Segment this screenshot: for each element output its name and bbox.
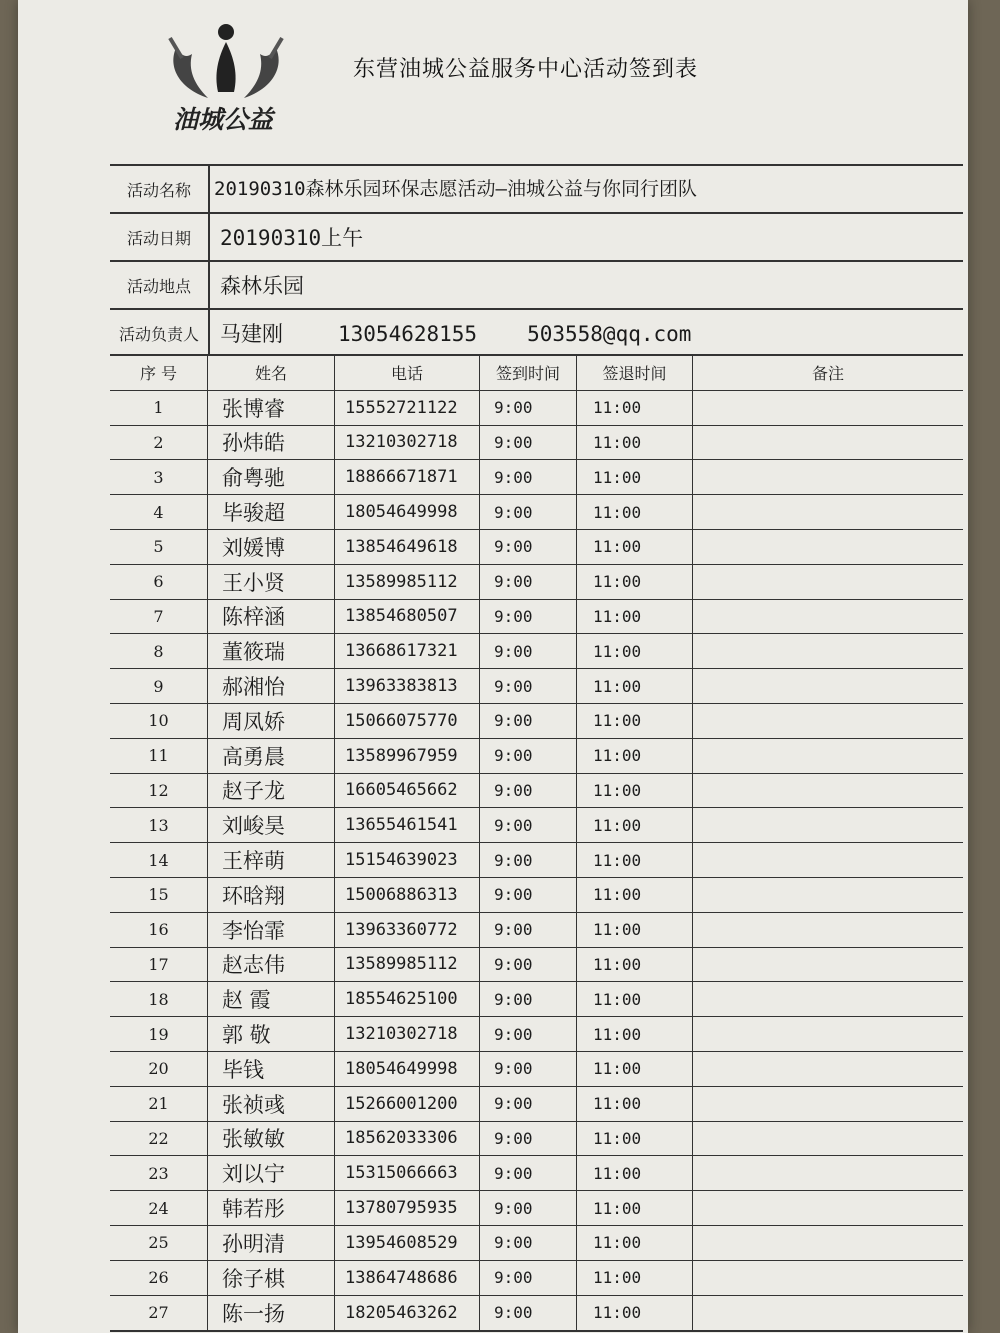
table-row [110, 704, 963, 739]
page-title: 东营油城公益服务中心活动签到表 [353, 57, 699, 82]
row-sign-out-time: 11:00 [577, 1156, 693, 1190]
row-note [693, 391, 963, 425]
row-sign-in-time: 9:00 [480, 669, 577, 703]
activity-name-value: 20190310森林乐园环保志愿活动—油城公益与你同行团队 [214, 178, 697, 200]
row-sign-in-time: 9:00 [480, 530, 577, 564]
row-no: 5 [110, 530, 208, 564]
activity-date-value: 20190310上午 [220, 226, 364, 250]
row-note [693, 426, 963, 460]
row-sign-out-time: 11:00 [577, 774, 693, 808]
row-note [693, 1052, 963, 1086]
row-no: 1 [110, 391, 208, 425]
row-note [693, 634, 963, 668]
row-sign-out-time: 11:00 [577, 669, 693, 703]
table-row [110, 495, 963, 530]
row-sign-out-time: 11:00 [577, 1261, 693, 1295]
row-no: 16 [110, 913, 208, 947]
row-note [693, 982, 963, 1016]
row-name: 陈一扬 [208, 1296, 335, 1331]
row-note [693, 1087, 963, 1121]
organization-logo [148, 18, 298, 136]
row-note [693, 913, 963, 947]
row-sign-out-time: 11:00 [577, 565, 693, 599]
row-name: 陈梓涵 [208, 600, 335, 634]
table-row [110, 1156, 963, 1191]
row-sign-in-time: 9:00 [480, 426, 577, 460]
row-sign-in-time: 9:00 [480, 391, 577, 425]
row-sign-out-time: 11:00 [577, 426, 693, 460]
row-sign-in-time: 9:00 [480, 1156, 577, 1190]
row-phone: 18205463262 [335, 1296, 480, 1331]
table-row [110, 634, 963, 669]
row-name: 张敏敏 [208, 1122, 335, 1156]
activity-leader-label: 活动负责人 [110, 310, 210, 356]
row-phone: 13780795935 [335, 1191, 480, 1225]
row-no: 9 [110, 669, 208, 703]
row-name: 周凤娇 [208, 704, 335, 738]
header-phone: 电话 [335, 356, 480, 390]
row-note [693, 774, 963, 808]
row-no: 3 [110, 460, 208, 494]
row-note [693, 1156, 963, 1190]
row-sign-in-time: 9:00 [480, 808, 577, 842]
row-no: 21 [110, 1087, 208, 1121]
activity-place-value: 森林乐园 [220, 274, 304, 298]
row-phone: 15552721122 [335, 391, 480, 425]
table-row [110, 1017, 963, 1052]
row-note [693, 1122, 963, 1156]
row-note [693, 843, 963, 877]
row-sign-in-time: 9:00 [480, 948, 577, 982]
table-row [110, 1052, 963, 1087]
row-sign-out-time: 11:00 [577, 600, 693, 634]
row-sign-in-time: 9:00 [480, 843, 577, 877]
table-row [110, 878, 963, 913]
row-phone: 15066075770 [335, 704, 480, 738]
row-no: 7 [110, 600, 208, 634]
activity-name-row [110, 164, 963, 212]
activity-place-row [110, 260, 963, 308]
row-name: 刘以宁 [208, 1156, 335, 1190]
table-row [110, 426, 963, 461]
row-phone: 13954608529 [335, 1226, 480, 1260]
activity-date-label: 活动日期 [110, 214, 210, 260]
table-row [110, 1122, 963, 1157]
row-sign-out-time: 11:00 [577, 808, 693, 842]
row-name: 毕钱 [208, 1052, 335, 1086]
attendance-table [110, 354, 963, 1332]
row-sign-in-time: 9:00 [480, 982, 577, 1016]
row-sign-out-time: 11:00 [577, 1122, 693, 1156]
row-note [693, 948, 963, 982]
row-phone: 13655461541 [335, 808, 480, 842]
row-note [693, 1017, 963, 1051]
row-sign-out-time: 11:00 [577, 739, 693, 773]
table-header [110, 356, 963, 391]
row-phone: 16605465662 [335, 774, 480, 808]
row-sign-out-time: 11:00 [577, 391, 693, 425]
row-no: 24 [110, 1191, 208, 1225]
row-sign-out-time: 11:00 [577, 1191, 693, 1225]
row-name: 徐子棋 [208, 1261, 335, 1295]
leader-phone: 13054628155 [338, 322, 478, 346]
row-note [693, 1226, 963, 1260]
row-phone: 15315066663 [335, 1156, 480, 1190]
row-phone: 13589985112 [335, 948, 480, 982]
header-sign-out: 签退时间 [577, 356, 693, 390]
row-name: 赵 霞 [208, 982, 335, 1016]
row-phone: 13668617321 [335, 634, 480, 668]
row-sign-in-time: 9:00 [480, 1191, 577, 1225]
row-name: 赵子龙 [208, 774, 335, 808]
header-sign-in: 签到时间 [480, 356, 577, 390]
table-row [110, 1191, 963, 1226]
table-row [110, 600, 963, 635]
row-phone: 13589985112 [335, 565, 480, 599]
row-note [693, 739, 963, 773]
row-phone: 18054649998 [335, 495, 480, 529]
row-sign-in-time: 9:00 [480, 1017, 577, 1051]
row-no: 12 [110, 774, 208, 808]
row-sign-out-time: 11:00 [577, 843, 693, 877]
row-phone: 18054649998 [335, 1052, 480, 1086]
row-note [693, 669, 963, 703]
table-row [110, 530, 963, 565]
row-name: 董筱瑞 [208, 634, 335, 668]
row-sign-in-time: 9:00 [480, 1226, 577, 1260]
row-phone: 18562033306 [335, 1122, 480, 1156]
table-row [110, 1087, 963, 1122]
row-no: 13 [110, 808, 208, 842]
row-no: 17 [110, 948, 208, 982]
table-row [110, 739, 963, 774]
table-row [110, 669, 963, 704]
row-sign-in-time: 9:00 [480, 1087, 577, 1121]
row-sign-in-time: 9:00 [480, 495, 577, 529]
row-name: 孙明清 [208, 1226, 335, 1260]
row-no: 10 [110, 704, 208, 738]
row-no: 19 [110, 1017, 208, 1051]
row-name: 刘媛博 [208, 530, 335, 564]
row-name: 赵志伟 [208, 948, 335, 982]
row-name: 韩若彤 [208, 1191, 335, 1225]
sign-in-sheet-paper [18, 0, 968, 1333]
row-sign-in-time: 9:00 [480, 913, 577, 947]
activity-leader-row [110, 308, 963, 356]
sign-in-form [110, 164, 963, 1324]
leader-email: 503558@qq.com [527, 322, 692, 346]
row-note [693, 1261, 963, 1295]
row-sign-in-time: 9:00 [480, 634, 577, 668]
row-phone: 13589967959 [335, 739, 480, 773]
row-note [693, 565, 963, 599]
row-sign-in-time: 9:00 [480, 565, 577, 599]
row-no: 15 [110, 878, 208, 912]
row-no: 6 [110, 565, 208, 599]
row-sign-out-time: 11:00 [577, 530, 693, 564]
row-sign-out-time: 11:00 [577, 704, 693, 738]
row-no: 22 [110, 1122, 208, 1156]
row-sign-in-time: 9:00 [480, 1261, 577, 1295]
row-sign-out-time: 11:00 [577, 1296, 693, 1331]
row-phone: 13864748686 [335, 1261, 480, 1295]
row-name: 郝湘怡 [208, 669, 335, 703]
row-sign-out-time: 11:00 [577, 460, 693, 494]
table-row [110, 1296, 963, 1331]
row-note [693, 1296, 963, 1331]
header-note: 备注 [811, 364, 844, 384]
row-note [693, 808, 963, 842]
row-phone: 13854649618 [335, 530, 480, 564]
row-note [693, 530, 963, 564]
row-name: 环晗翔 [208, 878, 335, 912]
row-name: 王小贤 [208, 565, 335, 599]
row-sign-in-time: 9:00 [480, 1052, 577, 1086]
table-row [110, 1226, 963, 1261]
activity-date-row [110, 212, 963, 260]
row-note [693, 878, 963, 912]
row-name: 刘峻昊 [208, 808, 335, 842]
row-sign-out-time: 11:00 [577, 1226, 693, 1260]
row-no: 8 [110, 634, 208, 668]
activity-name-label: 活动名称 [110, 166, 210, 212]
row-sign-out-time: 11:00 [577, 1052, 693, 1086]
logo-text: 油城公益 [172, 105, 273, 134]
table-row [110, 808, 963, 843]
row-phone: 15154639023 [335, 843, 480, 877]
row-sign-out-time: 11:00 [577, 1087, 693, 1121]
row-sign-in-time: 9:00 [480, 878, 577, 912]
row-phone: 15266001200 [335, 1087, 480, 1121]
row-phone: 13210302718 [335, 1017, 480, 1051]
row-phone: 13854680507 [335, 600, 480, 634]
row-note [693, 460, 963, 494]
row-sign-in-time: 9:00 [480, 1122, 577, 1156]
row-name: 俞粤驰 [208, 460, 335, 494]
row-phone: 13963360772 [335, 913, 480, 947]
row-phone: 15006886313 [335, 878, 480, 912]
row-sign-in-time: 9:00 [480, 1296, 577, 1331]
table-row [110, 982, 963, 1017]
row-sign-out-time: 11:00 [577, 634, 693, 668]
row-note [693, 600, 963, 634]
hands-holding-figure-icon [148, 18, 298, 108]
table-row [110, 1261, 963, 1296]
row-sign-in-time: 9:00 [480, 704, 577, 738]
row-no: 27 [110, 1296, 208, 1331]
row-name: 郭 敬 [208, 1017, 335, 1051]
row-no: 18 [110, 982, 208, 1016]
row-no: 25 [110, 1226, 208, 1260]
row-name: 张祯彧 [208, 1087, 335, 1121]
row-name: 李怡霏 [208, 913, 335, 947]
activity-place-label: 活动地点 [110, 262, 210, 308]
row-sign-out-time: 11:00 [577, 948, 693, 982]
row-phone: 13210302718 [335, 426, 480, 460]
row-name: 毕骏超 [208, 495, 335, 529]
row-sign-in-time: 9:00 [480, 774, 577, 808]
row-sign-out-time: 11:00 [577, 1017, 693, 1051]
row-phone: 18866671871 [335, 460, 480, 494]
row-note [693, 704, 963, 738]
row-sign-in-time: 9:00 [480, 739, 577, 773]
table-row [110, 565, 963, 600]
row-no: 4 [110, 495, 208, 529]
header-name: 姓名 [208, 356, 335, 390]
row-sign-out-time: 11:00 [577, 878, 693, 912]
row-no: 20 [110, 1052, 208, 1086]
row-phone: 13963383813 [335, 669, 480, 703]
activity-leader-value [220, 318, 691, 348]
row-no: 26 [110, 1261, 208, 1295]
table-row [110, 843, 963, 878]
row-note [693, 1191, 963, 1225]
row-sign-in-time: 9:00 [480, 600, 577, 634]
row-name: 王梓萌 [208, 843, 335, 877]
table-row [110, 948, 963, 983]
header-no: 序 号 [110, 356, 208, 390]
row-name: 张博睿 [208, 391, 335, 425]
row-note [693, 495, 963, 529]
table-row [110, 391, 963, 426]
row-sign-out-time: 11:00 [577, 982, 693, 1016]
table-row [110, 913, 963, 948]
row-sign-out-time: 11:00 [577, 495, 693, 529]
table-row [110, 460, 963, 495]
row-no: 2 [110, 426, 208, 460]
row-no: 14 [110, 843, 208, 877]
row-phone: 18554625100 [335, 982, 480, 1016]
row-sign-out-time: 11:00 [577, 913, 693, 947]
row-name: 高勇晨 [208, 739, 335, 773]
row-no: 11 [110, 739, 208, 773]
row-sign-in-time: 9:00 [480, 460, 577, 494]
table-row [110, 774, 963, 809]
row-name: 孙炜皓 [208, 426, 335, 460]
row-no: 23 [110, 1156, 208, 1190]
leader-name: 马建刚 [220, 322, 283, 346]
